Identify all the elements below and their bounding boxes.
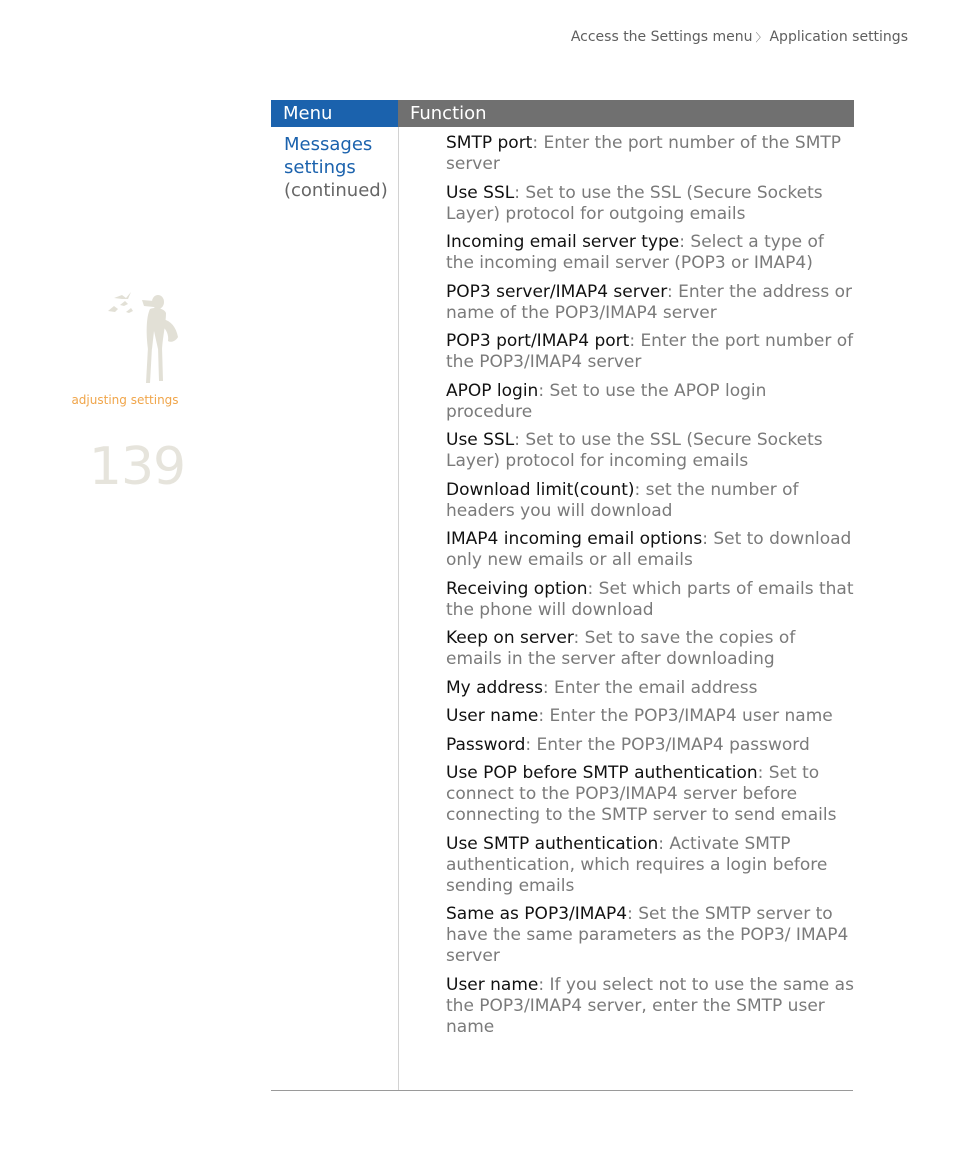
function-desc: : Enter the port number of the SMTP server xyxy=(446,133,842,174)
function-term: Use SSL xyxy=(446,182,515,203)
photographer-with-birds-icon xyxy=(106,287,182,387)
function-desc: : Set to download only new emails or all emails xyxy=(446,529,852,570)
function-desc: : Set to use the APOP login procedure xyxy=(446,380,767,422)
function-item-pop3-imap4-port xyxy=(446,331,854,373)
function-term: My address xyxy=(446,677,543,698)
function-term: SMTP port xyxy=(446,133,533,153)
function-item-pop3-imap4-server xyxy=(446,282,854,324)
function-item-password xyxy=(446,735,854,756)
page-number: 139 xyxy=(88,437,186,497)
function-item-download-limit xyxy=(446,480,854,522)
function-desc: : Enter the POP3/IMAP4 password xyxy=(525,734,810,755)
function-term: Same as POP3/IMAP4 xyxy=(446,904,628,924)
function-item-user-name-smtp xyxy=(446,975,854,1038)
function-desc: : Enter the email address xyxy=(542,677,758,698)
breadcrumb xyxy=(571,29,908,45)
function-desc: : Enter the address or name of the POP3/IMAP4 server xyxy=(446,281,853,323)
function-term: Password xyxy=(446,734,526,755)
function-item-receiving-option xyxy=(446,579,854,621)
function-desc: : Set to use the SSL (Secure Sockets Layer) protocol for incoming emails xyxy=(446,430,823,471)
breadcrumb-page: Application settings xyxy=(769,29,908,45)
function-desc: : Enter the port number of the POP3/IMAP4 server xyxy=(446,331,854,372)
breadcrumb-separator: 〉 xyxy=(755,31,767,44)
function-desc: : Set the SMTP server to have the same parameters as the POP3/ IMAP4 server xyxy=(446,904,849,966)
function-list xyxy=(446,133,854,1045)
function-term: Keep on server xyxy=(446,628,574,648)
function-desc: : Set to use the SSL (Secure Sockets Layer) protocol for outgoing emails xyxy=(446,182,823,224)
function-term: POP3 port/IMAP4 port xyxy=(446,331,630,351)
function-item-pop-before-smtp xyxy=(446,763,854,826)
function-item-user-name-pop3 xyxy=(446,706,854,727)
function-item-use-ssl-outgoing xyxy=(446,183,854,225)
function-item-keep-on-server xyxy=(446,628,854,670)
function-term: Use SMTP authentication xyxy=(446,833,659,854)
function-term: Incoming email server type xyxy=(446,232,680,252)
function-desc: : If you select not to use the same as the POP3/IMAP4 server, enter the SMTP user name xyxy=(446,974,854,1037)
function-term: POP3 server/IMAP4 server xyxy=(446,281,667,302)
function-term: Receiving option xyxy=(446,578,588,599)
function-desc: : Set which parts of emails that the phone will download xyxy=(446,578,854,620)
function-term: Use POP before SMTP authentication xyxy=(446,763,758,783)
menu-cell xyxy=(284,133,396,202)
column-divider xyxy=(398,127,399,1091)
function-term: User name xyxy=(446,974,539,995)
function-item-incoming-server-type xyxy=(446,232,854,274)
function-term: IMAP4 incoming email options xyxy=(446,529,703,549)
function-desc: : set the number of headers you will download xyxy=(446,479,799,521)
function-desc: : Activate SMTP authentication, which requires a login before sending emails xyxy=(446,833,828,896)
function-desc: : Set to save the copies of emails in the server after downloading xyxy=(446,628,796,669)
function-desc: : Set to connect to the POP3/IMAP4 server before connecting to the SMTP server to send emails xyxy=(446,763,837,825)
function-column-header: Function xyxy=(398,100,854,127)
function-term: APOP login xyxy=(446,380,539,401)
function-item-smtp-authentication xyxy=(446,834,854,897)
chapter-label: adjusting settings xyxy=(71,393,179,407)
function-item-apop-login xyxy=(446,381,854,423)
table-header xyxy=(271,100,854,127)
function-term: User name xyxy=(446,706,539,726)
menu-column-header: Menu xyxy=(271,100,398,127)
function-item-imap4-options xyxy=(446,529,854,571)
function-term: Use SSL xyxy=(446,430,515,450)
table-bottom-rule xyxy=(271,1090,853,1091)
function-term: Download limit(count) xyxy=(446,479,635,500)
function-item-use-ssl-incoming xyxy=(446,430,854,472)
menu-continued-note: (continued) xyxy=(284,180,388,201)
function-item-same-as-pop3 xyxy=(446,904,854,967)
menu-title: Messages settings xyxy=(284,134,373,178)
function-item-my-address xyxy=(446,678,854,699)
breadcrumb-section: Access the Settings menu xyxy=(570,29,753,45)
function-desc: : Select a type of the incoming email server (POP3 or IMAP4) xyxy=(446,232,824,273)
function-item-smtp-port xyxy=(446,133,854,175)
function-desc: : Enter the POP3/IMAP4 user name xyxy=(538,706,833,726)
